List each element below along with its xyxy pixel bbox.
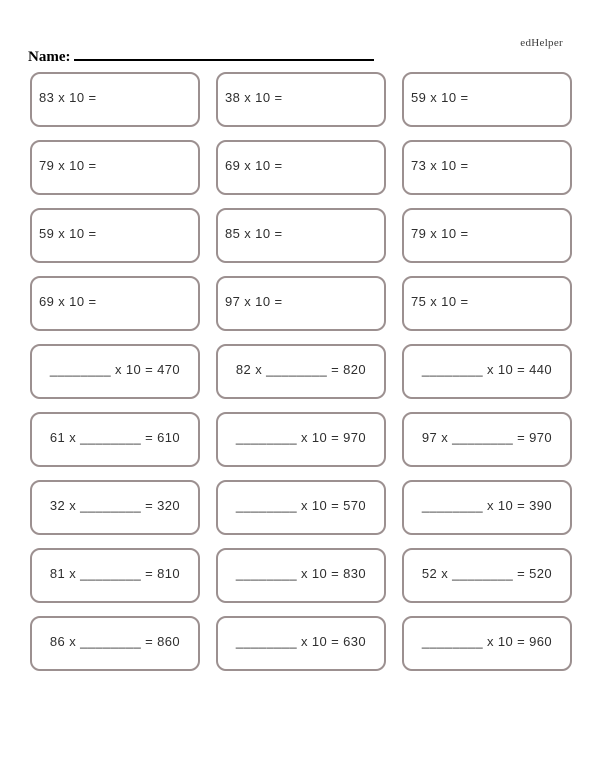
problem-text: ________ x 10 = 970 bbox=[235, 430, 367, 445]
problem-box bbox=[216, 208, 386, 263]
problem-box bbox=[402, 548, 572, 603]
problem-box bbox=[402, 344, 572, 399]
problem-text: ________ x 10 = 630 bbox=[235, 634, 367, 649]
problem-box bbox=[216, 616, 386, 671]
problem-text: 69 x 10 = bbox=[225, 158, 283, 173]
problem-box bbox=[30, 344, 200, 399]
problem-box bbox=[402, 208, 572, 263]
problem-text: 79 x 10 = bbox=[411, 226, 469, 241]
problem-box bbox=[216, 480, 386, 535]
problem-box bbox=[402, 276, 572, 331]
problem-box bbox=[216, 276, 386, 331]
problem-text: 59 x 10 = bbox=[39, 226, 97, 241]
problem-text: 59 x 10 = bbox=[411, 90, 469, 105]
problem-text: 32 x ________ = 320 bbox=[49, 498, 181, 513]
problem-text: 61 x ________ = 610 bbox=[49, 430, 181, 445]
problem-box bbox=[30, 616, 200, 671]
problem-text: 52 x ________ = 520 bbox=[421, 566, 553, 581]
name-blank-line bbox=[74, 58, 374, 61]
problem-box bbox=[30, 480, 200, 535]
problem-text: 75 x 10 = bbox=[411, 294, 469, 309]
problem-text: 85 x 10 = bbox=[225, 226, 283, 241]
problem-box bbox=[216, 140, 386, 195]
problem-text: 81 x ________ = 810 bbox=[49, 566, 181, 581]
problem-box bbox=[30, 548, 200, 603]
problem-text: ________ x 10 = 570 bbox=[235, 498, 367, 513]
problem-box bbox=[402, 616, 572, 671]
problem-box bbox=[30, 412, 200, 467]
problem-box bbox=[30, 208, 200, 263]
problem-box bbox=[30, 72, 200, 127]
problem-text: 79 x 10 = bbox=[39, 158, 97, 173]
problem-box bbox=[402, 480, 572, 535]
problems-grid bbox=[30, 72, 572, 671]
problem-text: 73 x 10 = bbox=[411, 158, 469, 173]
problem-text: 97 x 10 = bbox=[225, 294, 283, 309]
problem-box bbox=[216, 344, 386, 399]
name-label: Name: bbox=[28, 49, 71, 65]
problem-text: 38 x 10 = bbox=[225, 90, 283, 105]
problem-box bbox=[402, 140, 572, 195]
problem-box bbox=[216, 412, 386, 467]
problem-text: 97 x ________ = 970 bbox=[421, 430, 553, 445]
problem-box bbox=[402, 412, 572, 467]
name-row bbox=[28, 48, 374, 66]
problem-text: 69 x 10 = bbox=[39, 294, 97, 309]
problem-text: ________ x 10 = 470 bbox=[49, 362, 181, 377]
problem-box bbox=[402, 72, 572, 127]
problem-text: ________ x 10 = 960 bbox=[421, 634, 553, 649]
problem-box bbox=[30, 140, 200, 195]
problem-box bbox=[216, 548, 386, 603]
problem-text: ________ x 10 = 390 bbox=[421, 498, 553, 513]
problem-text: ________ x 10 = 440 bbox=[421, 362, 553, 377]
brand-text: edHelper bbox=[520, 37, 563, 49]
problem-box bbox=[30, 276, 200, 331]
problem-text: ________ x 10 = 830 bbox=[235, 566, 367, 581]
problem-text: 86 x ________ = 860 bbox=[49, 634, 181, 649]
problem-box bbox=[216, 72, 386, 127]
problem-text: 82 x ________ = 820 bbox=[235, 362, 367, 377]
problem-text: 83 x 10 = bbox=[39, 90, 97, 105]
